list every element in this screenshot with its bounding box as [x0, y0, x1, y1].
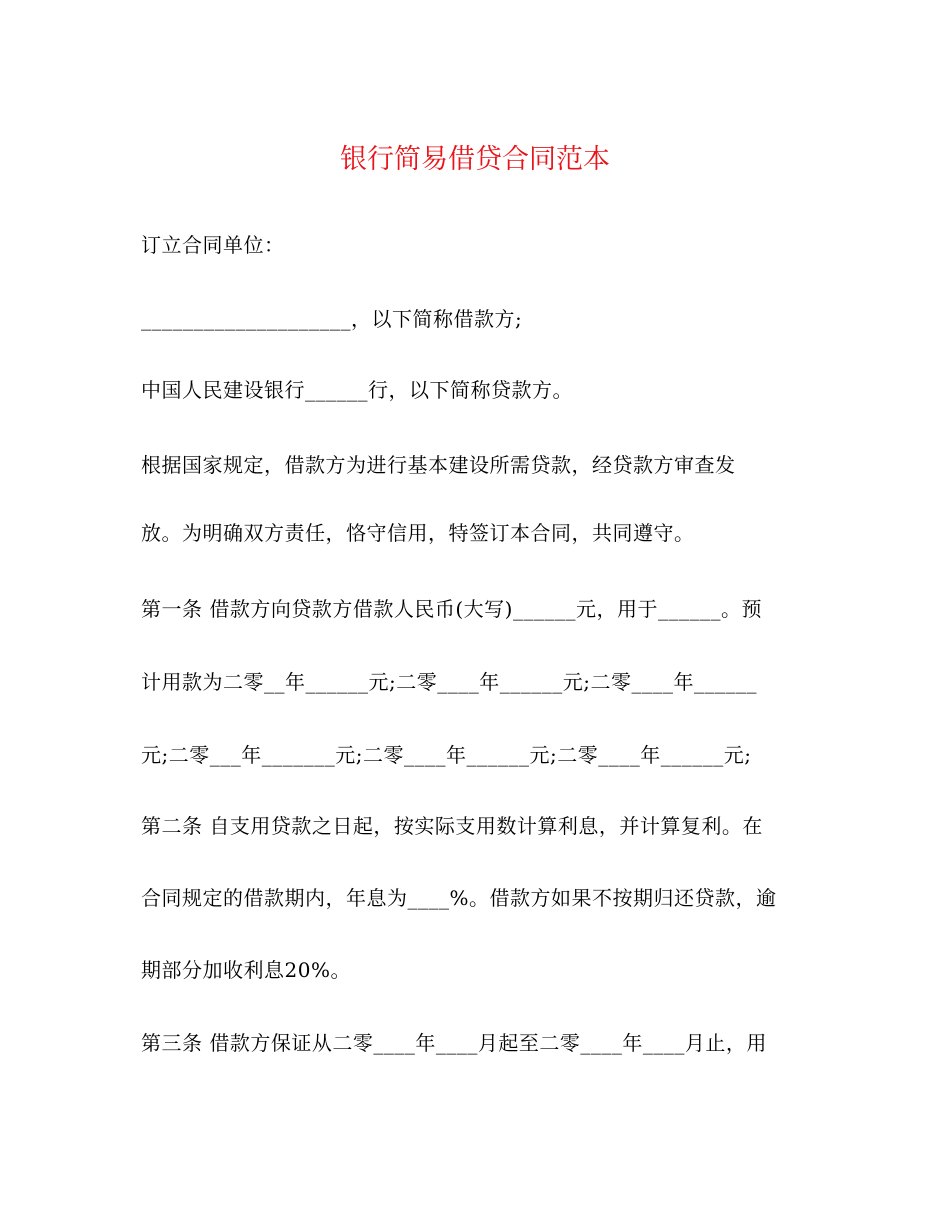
article-1-line-2: 计用款为二零__年______元;二零____年______元;二零____年______ [141, 670, 757, 694]
article-2-line-1: 第二条 自支用贷款之日起，按实际支用数计算利息，并计算复利。在 [141, 814, 763, 838]
borrower-line: ____________________，以下简称借款方; [141, 307, 523, 331]
article-2-line-2: 合同规定的借款期内，年息为____%。借款方如果不按期归还贷款，逾 [141, 886, 777, 910]
preamble-line-2: 放。为明确双方责任，恪守信用，特签订本合同，共同遵守。 [141, 521, 695, 545]
article-1-line-1: 第一条 借款方向贷款方借款人民币(大写)______元，用于______。预 [141, 597, 762, 621]
article-1-line-3: 元;二零___年_______元;二零____年______元;二零____年______元; [141, 743, 752, 767]
article-2-line-3: 期部分加收利息20%。 [141, 958, 351, 982]
contract-parties-heading: 订立合同单位： [141, 233, 285, 257]
lender-line: 中国人民建设银行______行，以下简称贷款方。 [141, 378, 573, 402]
article-3-line-1: 第三条 借款方保证从二零____年____月起至二零____年____月止，用 [141, 1031, 767, 1055]
document-title: 银行简易借贷合同范本 [340, 144, 610, 175]
preamble-line-1: 根据国家规定，借款方为进行基本建设所需贷款，经贷款方审查发 [141, 453, 736, 477]
